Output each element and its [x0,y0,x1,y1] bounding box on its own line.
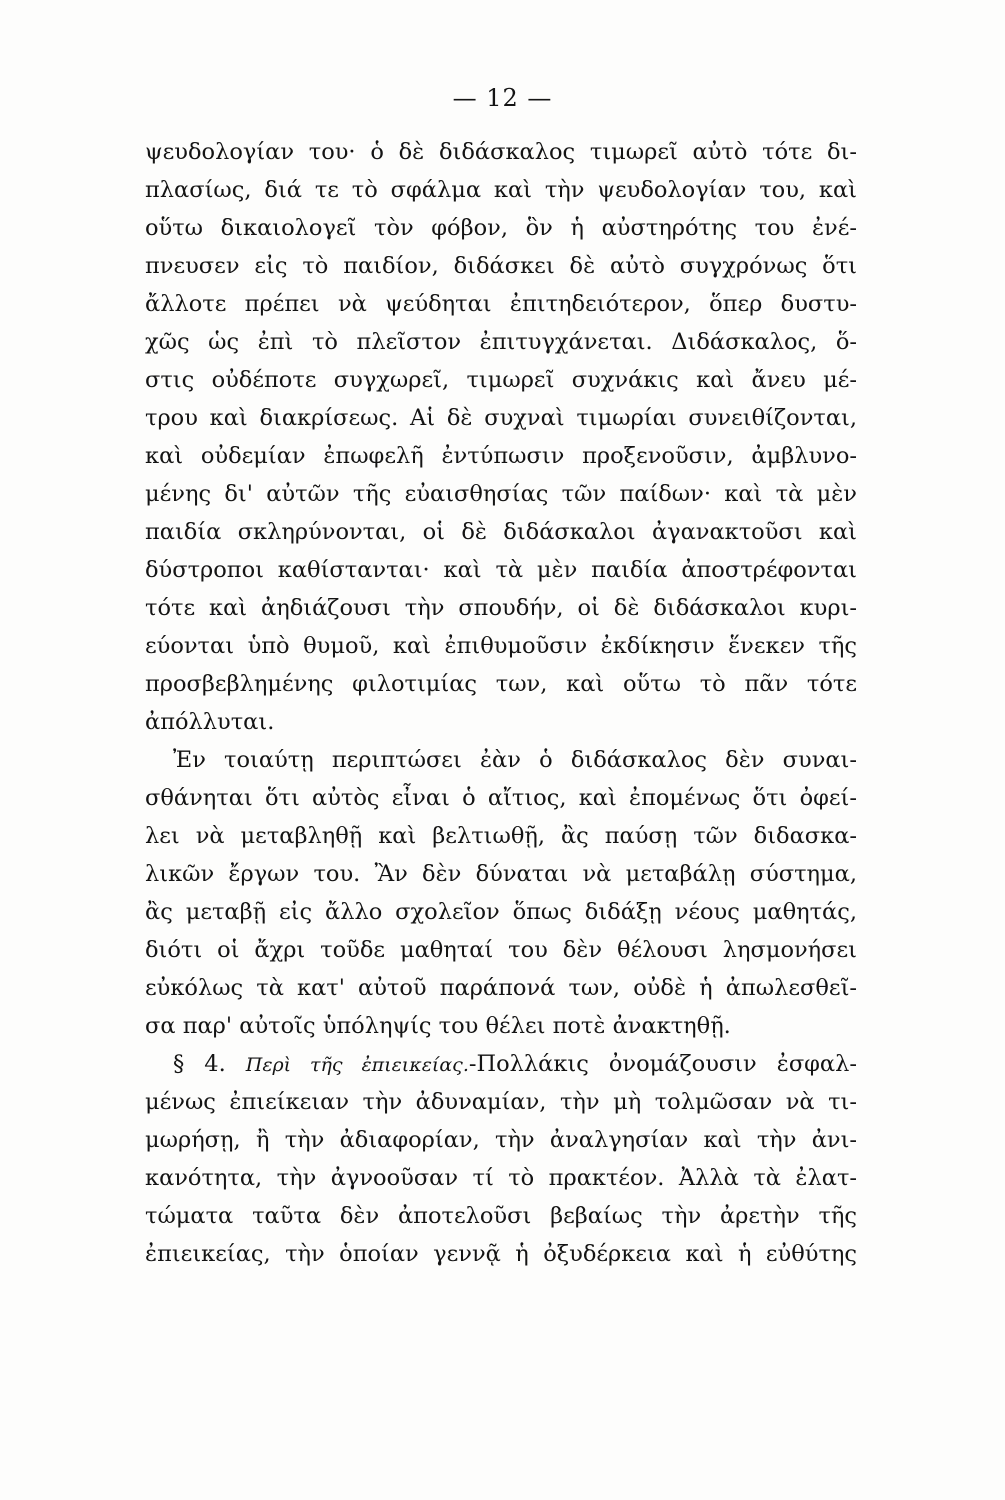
section-mark: § 4. [173,1051,226,1077]
text-line: λει νὰ μεταβληθῇ καὶ βελτιωθῇ, ἂς παύσῃ τῶν διδασκα- [145,823,857,849]
text-line: διότι οἱ ἄχρι τοῦδε μαθηταί του δὲν θέλουσι λησμονήσει [145,937,857,963]
text-line: δύστροποι καθίστανται· καὶ τὰ μὲν παιδία ἀποστρέφονται [145,557,857,583]
text-line: Ἐν τοιαύτῃ περιπτώσει ἐὰν ὁ διδάσκαλος δὲν συναι- [173,747,857,773]
text-line: σθάνηται ὅτι αὐτὸς εἶναι ὁ αἴτιος, καὶ ἐπομένως ὅτι ὀφεί- [145,785,857,811]
text-line: τρου καὶ διακρίσεως. Αἱ δὲ συχναὶ τιμωρίαι συνειθίζονται, [145,405,857,431]
text-line: τότε καὶ ἀηδιάζουσι τὴν σπουδήν, οἱ δὲ διδάσκαλοι κυρι- [145,595,857,621]
text-line: ἄλλοτε πρέπει νὰ ψεύδηται ἐπιτηδειότερον, ὅπερ δυστυ- [145,291,857,317]
text-line: μωρήσῃ, ἢ τὴν ἀδιαφορίαν, τὴν ἀναλγησίαν καὶ τὴν ἀνι- [145,1127,857,1153]
section-first-line-text: -Πολλάκις ὀνομάζουσιν ἐσφαλ- [468,1051,857,1077]
text-line: παιδία σκληρύνονται, οἱ δὲ διδάσκαλοι ἀγανακτοῦσι καὶ [145,519,857,545]
text-line: καὶ οὐδεμίαν ἐπωφελῆ ἐντύπωσιν προξενοῦσιν, ἀμβλυνο- [145,443,857,469]
text-line: πλασίως, διά τε τὸ σφάλμα καὶ τὴν ψευδολογίαν του, καὶ [145,177,857,203]
text-line: ἂς μεταβῇ εἰς ἄλλο σχολεῖον ὅπως διδάξῃ νέους μαθητάς, [145,899,857,925]
text-line: μένως ἐπιείκειαν τὴν ἀδυναμίαν, τὴν μὴ τολμῶσαν νὰ τι- [145,1089,857,1115]
paragraph-2 [145,741,857,1045]
text-line: εύονται ὑπὸ θυμοῦ, καὶ ἐπιθυμοῦσιν ἐκδίκησιν ἕνεκεν τῆς [145,633,857,659]
paragraph-1 [145,133,857,741]
body-text [145,133,857,1273]
section-heading-line [145,1045,857,1083]
page-number: — 12 — [452,84,553,112]
text-line: λικῶν ἔργων του. Ἂν δὲν δύναται νὰ μεταβάλῃ σύστημα, [145,861,857,887]
text-line: οὕτω δικαιολογεῖ τὸν φόβον, ὃν ἡ αὐστηρότης του ἐνέ- [145,215,857,241]
text-line: πνευσεν εἰς τὸ παιδίον, διδάσκει δὲ αὐτὸ συγχρόνως ὅτι [145,253,857,279]
section-title: Περὶ τῆς ἐπιεικείας. [245,1054,469,1076]
text-line: τώματα ταῦτα δὲν ἀποτελοῦσι βεβαίως τὴν ἀρετὴν τῆς [145,1203,857,1229]
text-line: ἐπιεικείας, τὴν ὁποίαν γεννᾷ ἡ ὀξυδέρκεια καὶ ἡ εὐθύτης [145,1241,857,1267]
section-4 [145,1045,857,1273]
text-line: κανότητα, τὴν ἀγνοοῦσαν τί τὸ πρακτέον. Ἀλλὰ τὰ ἐλατ- [145,1165,857,1191]
text-line: ἀπόλλυται. [145,709,275,735]
text-line: εὐκόλως τὰ κατ' αὐτοῦ παράπονά των, οὐδὲ ἡ ἀπωλεσθεῖ- [145,975,857,1001]
text-line: χῶς ὡς ἐπὶ τὸ πλεῖστον ἐπιτυγχάνεται. Διδάσκαλος, ὅ- [145,329,857,355]
text-line: προσβεβλημένης φιλοτιμίας των, καὶ οὕτω τὸ πᾶν τότε [145,671,857,697]
text-line: σα παρ' αὐτοῖς ὑπόληψίς του θέλει ποτὲ ἀνακτηθῇ. [145,1013,731,1039]
text-line: ψευδολογίαν του· ὁ δὲ διδάσκαλος τιμωρεῖ αὐτὸ τότε δι- [145,139,857,165]
text-line: μένης δι' αὐτῶν τῆς εὐαισθησίας τῶν παίδων· καὶ τὰ μὲν [145,481,857,507]
text-line: στις οὐδέποτε συγχωρεῖ, τιμωρεῖ συχνάκις καὶ ἄνευ μέ- [145,367,857,393]
